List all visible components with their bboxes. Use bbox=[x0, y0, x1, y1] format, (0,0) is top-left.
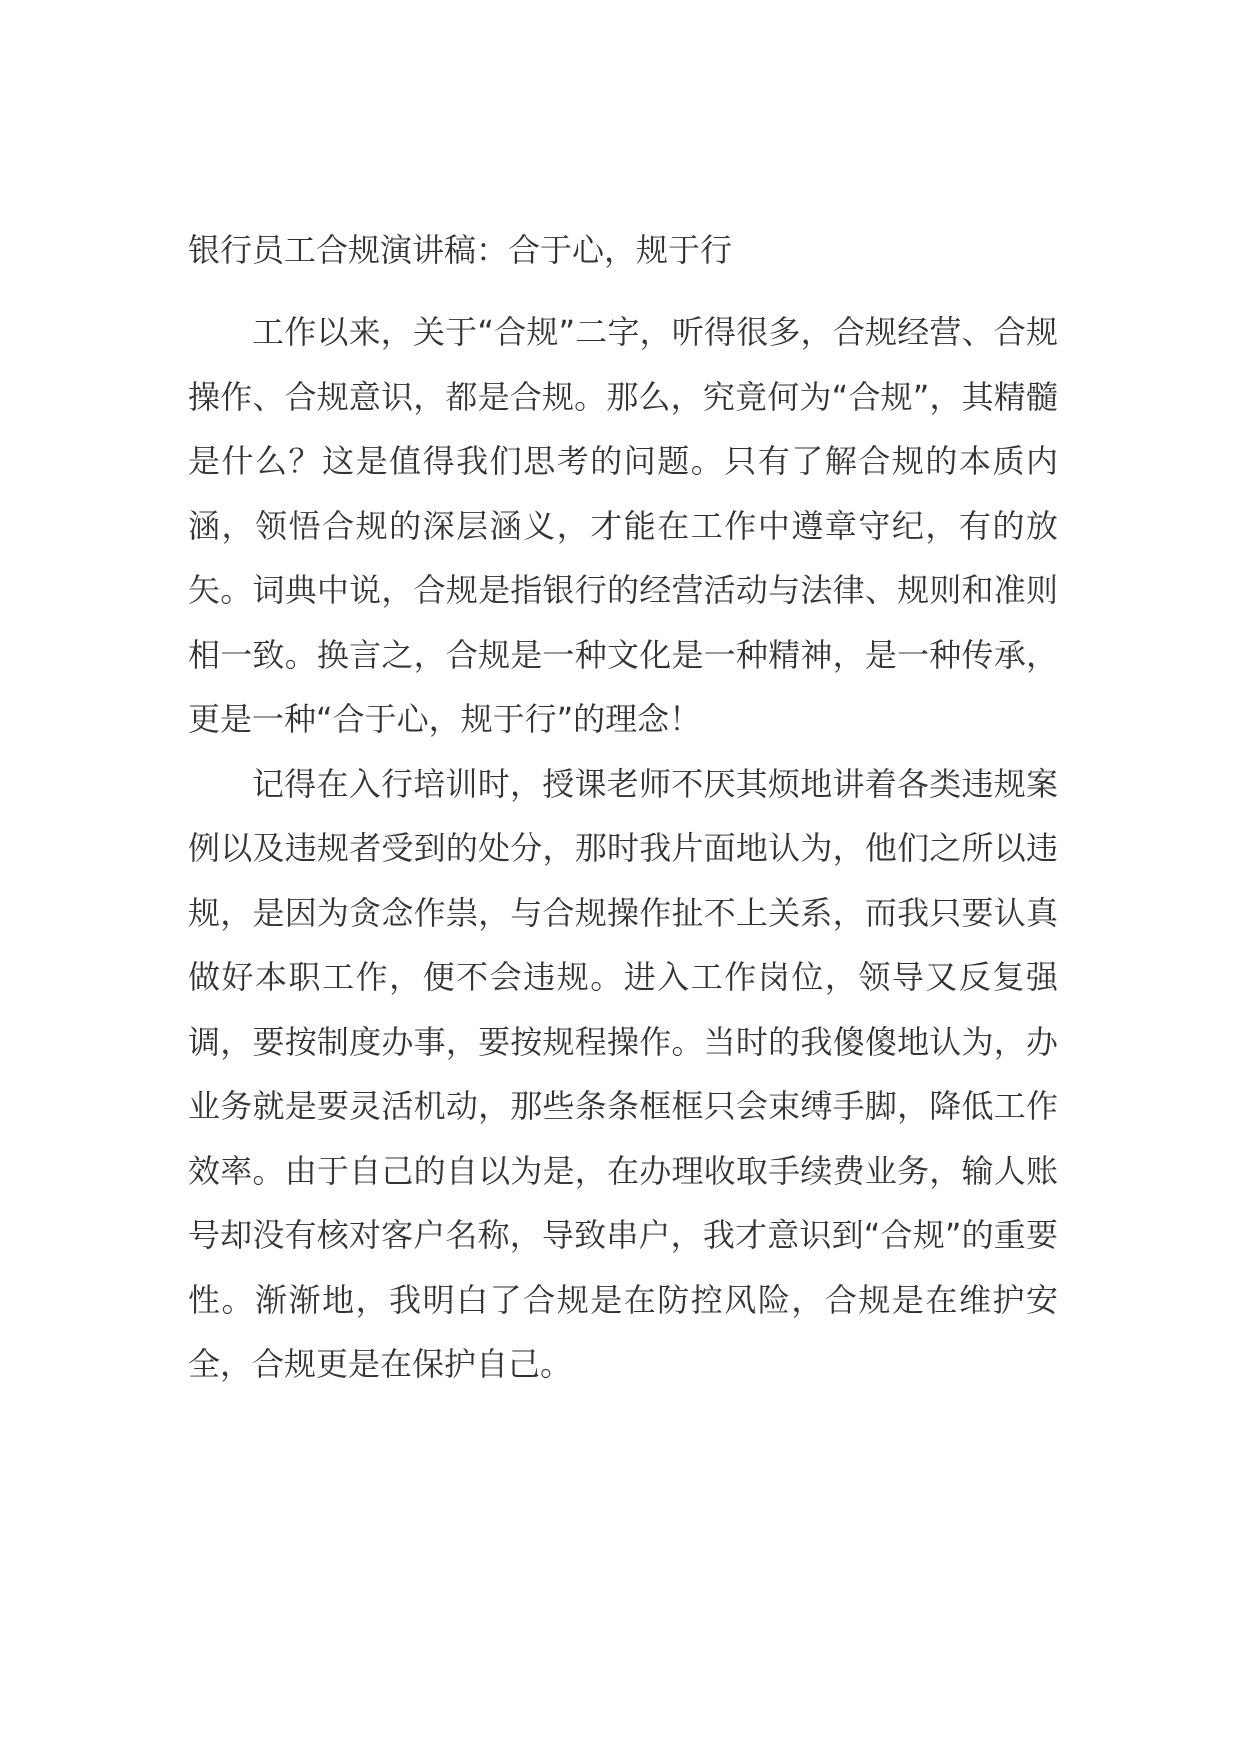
document-title: 银行员工合规演讲稿：合于心，规于行 bbox=[188, 231, 733, 269]
paragraph-1: 工作以来，关于“合规”二字，听得很多，合规经营、合规操作、合规意识，都是合规。那么，究竟何为“合规”，其精髓是什么？这是值得我们思考的问题。只有了解合规的本质内涵，领悟合规的深层涵义，才能在工作中遵章守纪，有的放矢。词典中说，合规是指银行的经营活动与法律、规则和准则相一致。换言之，合规是一种文化是一种精神，是一种传承，更是一种“合于心，规于行”的理念！ bbox=[188, 313, 1058, 738]
paragraph-2: 记得在入行培训时，授课老师不厌其烦地讲着各类违规案例以及违规者受到的处分，那时我片面地认为，他们之所以违规，是因为贪念作祟，与合规操作扯不上关系，而我只要认真做好本职工作，便不会违规。进入工作岗位，领导又反复强调，要按制度办事，要按规程操作。当时的我傻傻地认为，办业务就是要灵活机动，那些条条框框只会束缚手脚，降低工作效率。由于自己的自以为是，在办理收取手续费业务，输人账号却没有核对客户名称，导致串户，我才意识到“合规”的重要性。渐渐地，我明白了合规是在防控风险，合规是在维护安全，合规更是在保护自己。 bbox=[188, 764, 1058, 1383]
document-body bbox=[188, 218, 1058, 1397]
